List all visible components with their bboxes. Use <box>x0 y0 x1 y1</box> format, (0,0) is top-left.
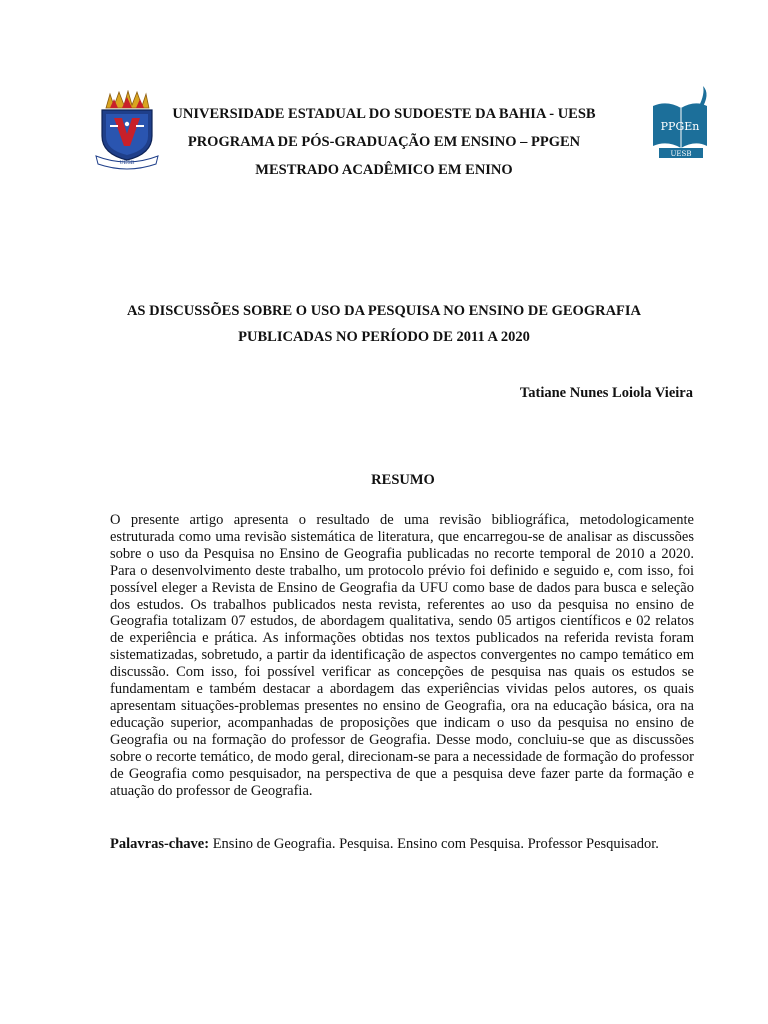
title-line-1: AS DISCUSSÕES SOBRE O USO DA PESQUISA NO ENSINO DE GEOGRAFIA <box>126 303 642 319</box>
header-masters: MESTRADO ACADÊMICO EM ENINO <box>255 162 513 178</box>
ppgen-book-quill-icon <box>649 84 713 160</box>
article-title <box>80 298 688 350</box>
keywords-label: Palavras-chave: <box>110 836 210 852</box>
keywords-text: Ensino de Geografia. Pesquisa. Ensino com Pesquisa. Professor Pesquisador. <box>209 836 659 852</box>
ppgen-logo-text: PPGEn <box>660 120 700 133</box>
keywords <box>110 836 710 853</box>
header-university: UNIVERSIDADE ESTADUAL DO SUDOESTE DA BAHIA - UESB <box>172 106 596 122</box>
header-program: PROGRAMA DE PÓS-GRADUAÇÃO EM ENSINO – PPGEN <box>187 134 581 150</box>
ppgen-uesb-text: UESB <box>670 150 692 158</box>
abstract-heading: RESUMO <box>371 472 435 488</box>
abstract-body: O presente artigo apresenta o resultado de uma revisão bibliográfica, metodologicamente estruturada como uma revisão sistemática de literatura, que encarregou-se de analisar as discussões sobre o uso da Pesquisa no Ensino de Geografia publicadas no recorte temporal de 2010 a 2020. Para o desenvolvimento deste trabalho, um protocolo prévio foi definido e seguido e, com isso, foi possível eleger a Revista de Ensino de Geografia da UFU como base de dados para busca e seleção dos estudos. Os trabalhos publicados nesta revista, referentes ao uso da pesquisa no ensino de Geografia totalizam 07 estudos, de abordagem qualitativa, sendo 05 artigos científicos e 02 relatos de experiência e prática. As informações obtidas nos textos publicados na referida revista foram sistematizadas, sobretudo, a partir da identificação de aspectos convergentes no campo temático em discussão. Com isso, foi possível verificar as concepções de pesquisa nas quais os estudos se fundamentam e também destacar a abordagem das experiências vividas pelos autores, os quais apresentam situações-problemas presentes no ensino de Geografia, ora na educação básica, ora na educação superior, acompanhadas de proposições que indicam o uso da pesquisa no ensino de Geografia ou na formação do professor de Geografia. Desse modo, concluiu-se que as discussões sobre o recorte temático, de modo geral, direcionam-se para a necessidade de formação do professor de Geografia como pesquisador, na perspectiva de que a pesquisa deve fazer parte da formação e atuação do professor de Geografia. <box>110 512 694 799</box>
institution-header <box>150 100 618 184</box>
author-name: Tatiane Nunes Loiola Vieira <box>519 385 693 401</box>
title-line-2: PUBLICADAS NO PERÍODO DE 2011 A 2020 <box>238 329 530 345</box>
uesb-ribbon-text: UESB <box>119 160 135 166</box>
